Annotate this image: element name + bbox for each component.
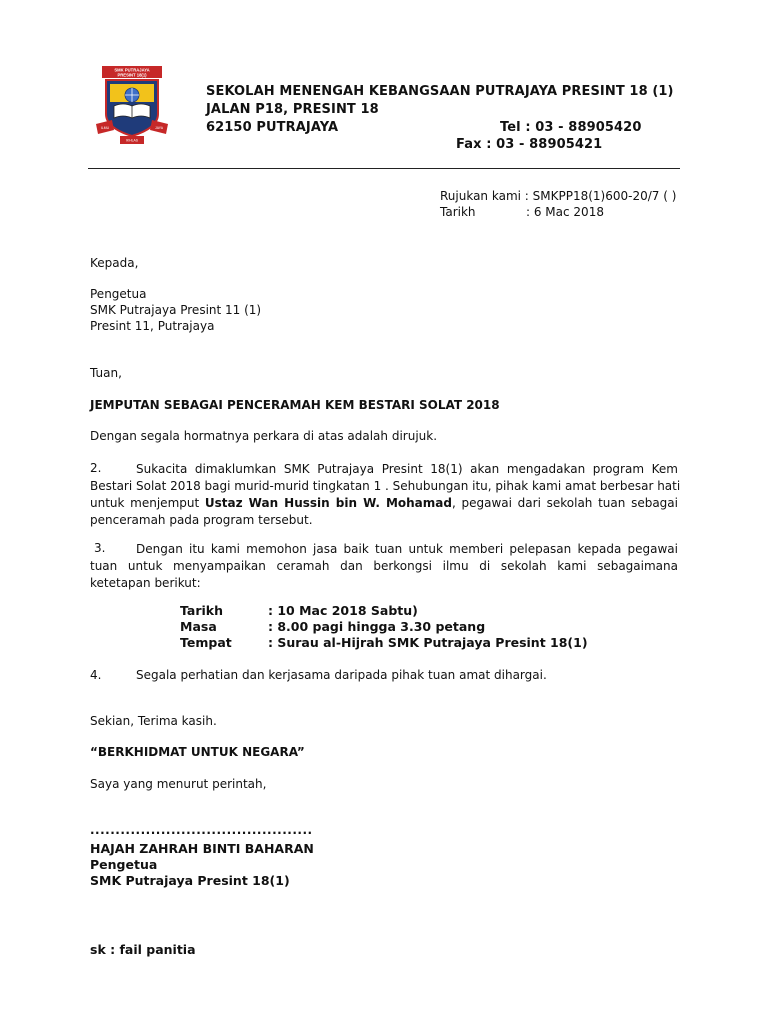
para-2-line-3-end: , pegawai dari sekolah tuan sebagai [451,496,678,510]
signatory-school: SMK Putrajaya Presint 18(1) [90,873,290,888]
para-2-line-3 [90,495,678,512]
greeting: Tuan, [90,366,122,380]
para-3-line-2: tuan untuk menyampaikan ceramah dan berkongsi ilmu di sekolah kami sebagaimana [90,559,678,573]
school-name: SEKOLAH MENENGAH KEBANGSAAN PUTRAJAYA PRESINT 18 (1) [206,84,674,99]
event-venue-value: : Surau al-Hijrah SMK Putrajaya Presint 18(1) [268,635,588,650]
event-time-value: : 8.00 pagi hingga 3.30 petang [268,619,486,634]
recipient-line-2: SMK Putrajaya Presint 11 (1) [90,303,262,317]
para-3-line-1: Dengan itu kami memohon jasa baik tuan untuk memberi pelepasan kepada pegawai [136,542,678,556]
date-value: : 6 Mac 2018 [526,205,604,219]
para-3-line-3: ketetapan berikut: [90,576,201,590]
signature-line: ............................................ [90,823,313,837]
reference-number: Rujukan kami : SMKPP18(1)600-20/7 ( ) [440,189,677,203]
para-2-line-4: penceramah pada program tersebut. [90,513,313,527]
crest-motto-bottom: IKHLAS [125,138,139,143]
closing-thanks: Sekian, Terima kasih. [90,714,217,728]
closing-slogan: “BERKHIDMAT UNTUK NEGARA” [90,745,305,759]
crest-motto-left: ILMU [100,126,110,130]
crest-text-line-2: PRESINT 18(1) [117,72,147,78]
recipient-line-3: Presint 11, Putrajaya [90,319,215,333]
event-time-label: Masa [180,619,217,634]
para-4-number: 4. [90,668,102,682]
school-tel: Tel : 03 - 88905420 [500,120,642,135]
speaker-name: Ustaz Wan Hussin bin W. Mohamad [204,496,452,510]
para-4-text: Segala perhatian dan kerjasama daripada pihak tuan amat dihargai. [136,668,547,682]
signatory-name: HAJAH ZAHRAH BINTI BAHARAN [90,841,314,856]
school-address-2: 62150 PUTRAJAYA [206,120,339,135]
event-date-value: : 10 Mac 2018 Sabtu) [268,603,418,618]
para-2-line-1: Sukacita dimaklumkan SMK Putrajaya Presint 18(1) akan mengadakan program Kem [136,462,678,476]
para-3-number: 3. [94,541,106,555]
intro-paragraph: Dengan segala hormatnya perkara di atas adalah dirujuk. [90,429,438,443]
school-fax: Fax : 03 - 88905421 [456,137,603,152]
closing-obedient: Saya yang menurut perintah, [90,777,267,791]
school-crest [96,62,168,146]
letter-subject: JEMPUTAN SEBAGAI PENCERAMAH KEM BESTARI SOLAT 2018 [90,398,500,412]
date-label: Tarikh [440,205,476,219]
recipient-line-1: Pengetua [90,287,147,301]
para-2-line-2: Bestari Solat 2018 bagi murid-murid tingkatan 1 . Sehubungan itu, pihak kami amat berbesar hati [90,479,681,493]
event-date-label: Tarikh [180,603,224,618]
header-divider [88,168,680,169]
event-venue-label: Tempat [180,635,232,650]
signatory-title: Pengetua [90,857,158,872]
carbon-copy: sk : fail panitia [90,942,196,957]
recipient-salutation: Kepada, [90,256,139,270]
para-2-number: 2. [90,461,102,475]
crest-motto-right: JAYA [155,126,163,130]
crest-text-line-1: SMK PUTRAJAYA [114,67,150,73]
school-address-1: JALAN P18, PRESINT 18 [206,102,379,117]
para-2-line-3-start: untuk menjemput [90,496,205,510]
